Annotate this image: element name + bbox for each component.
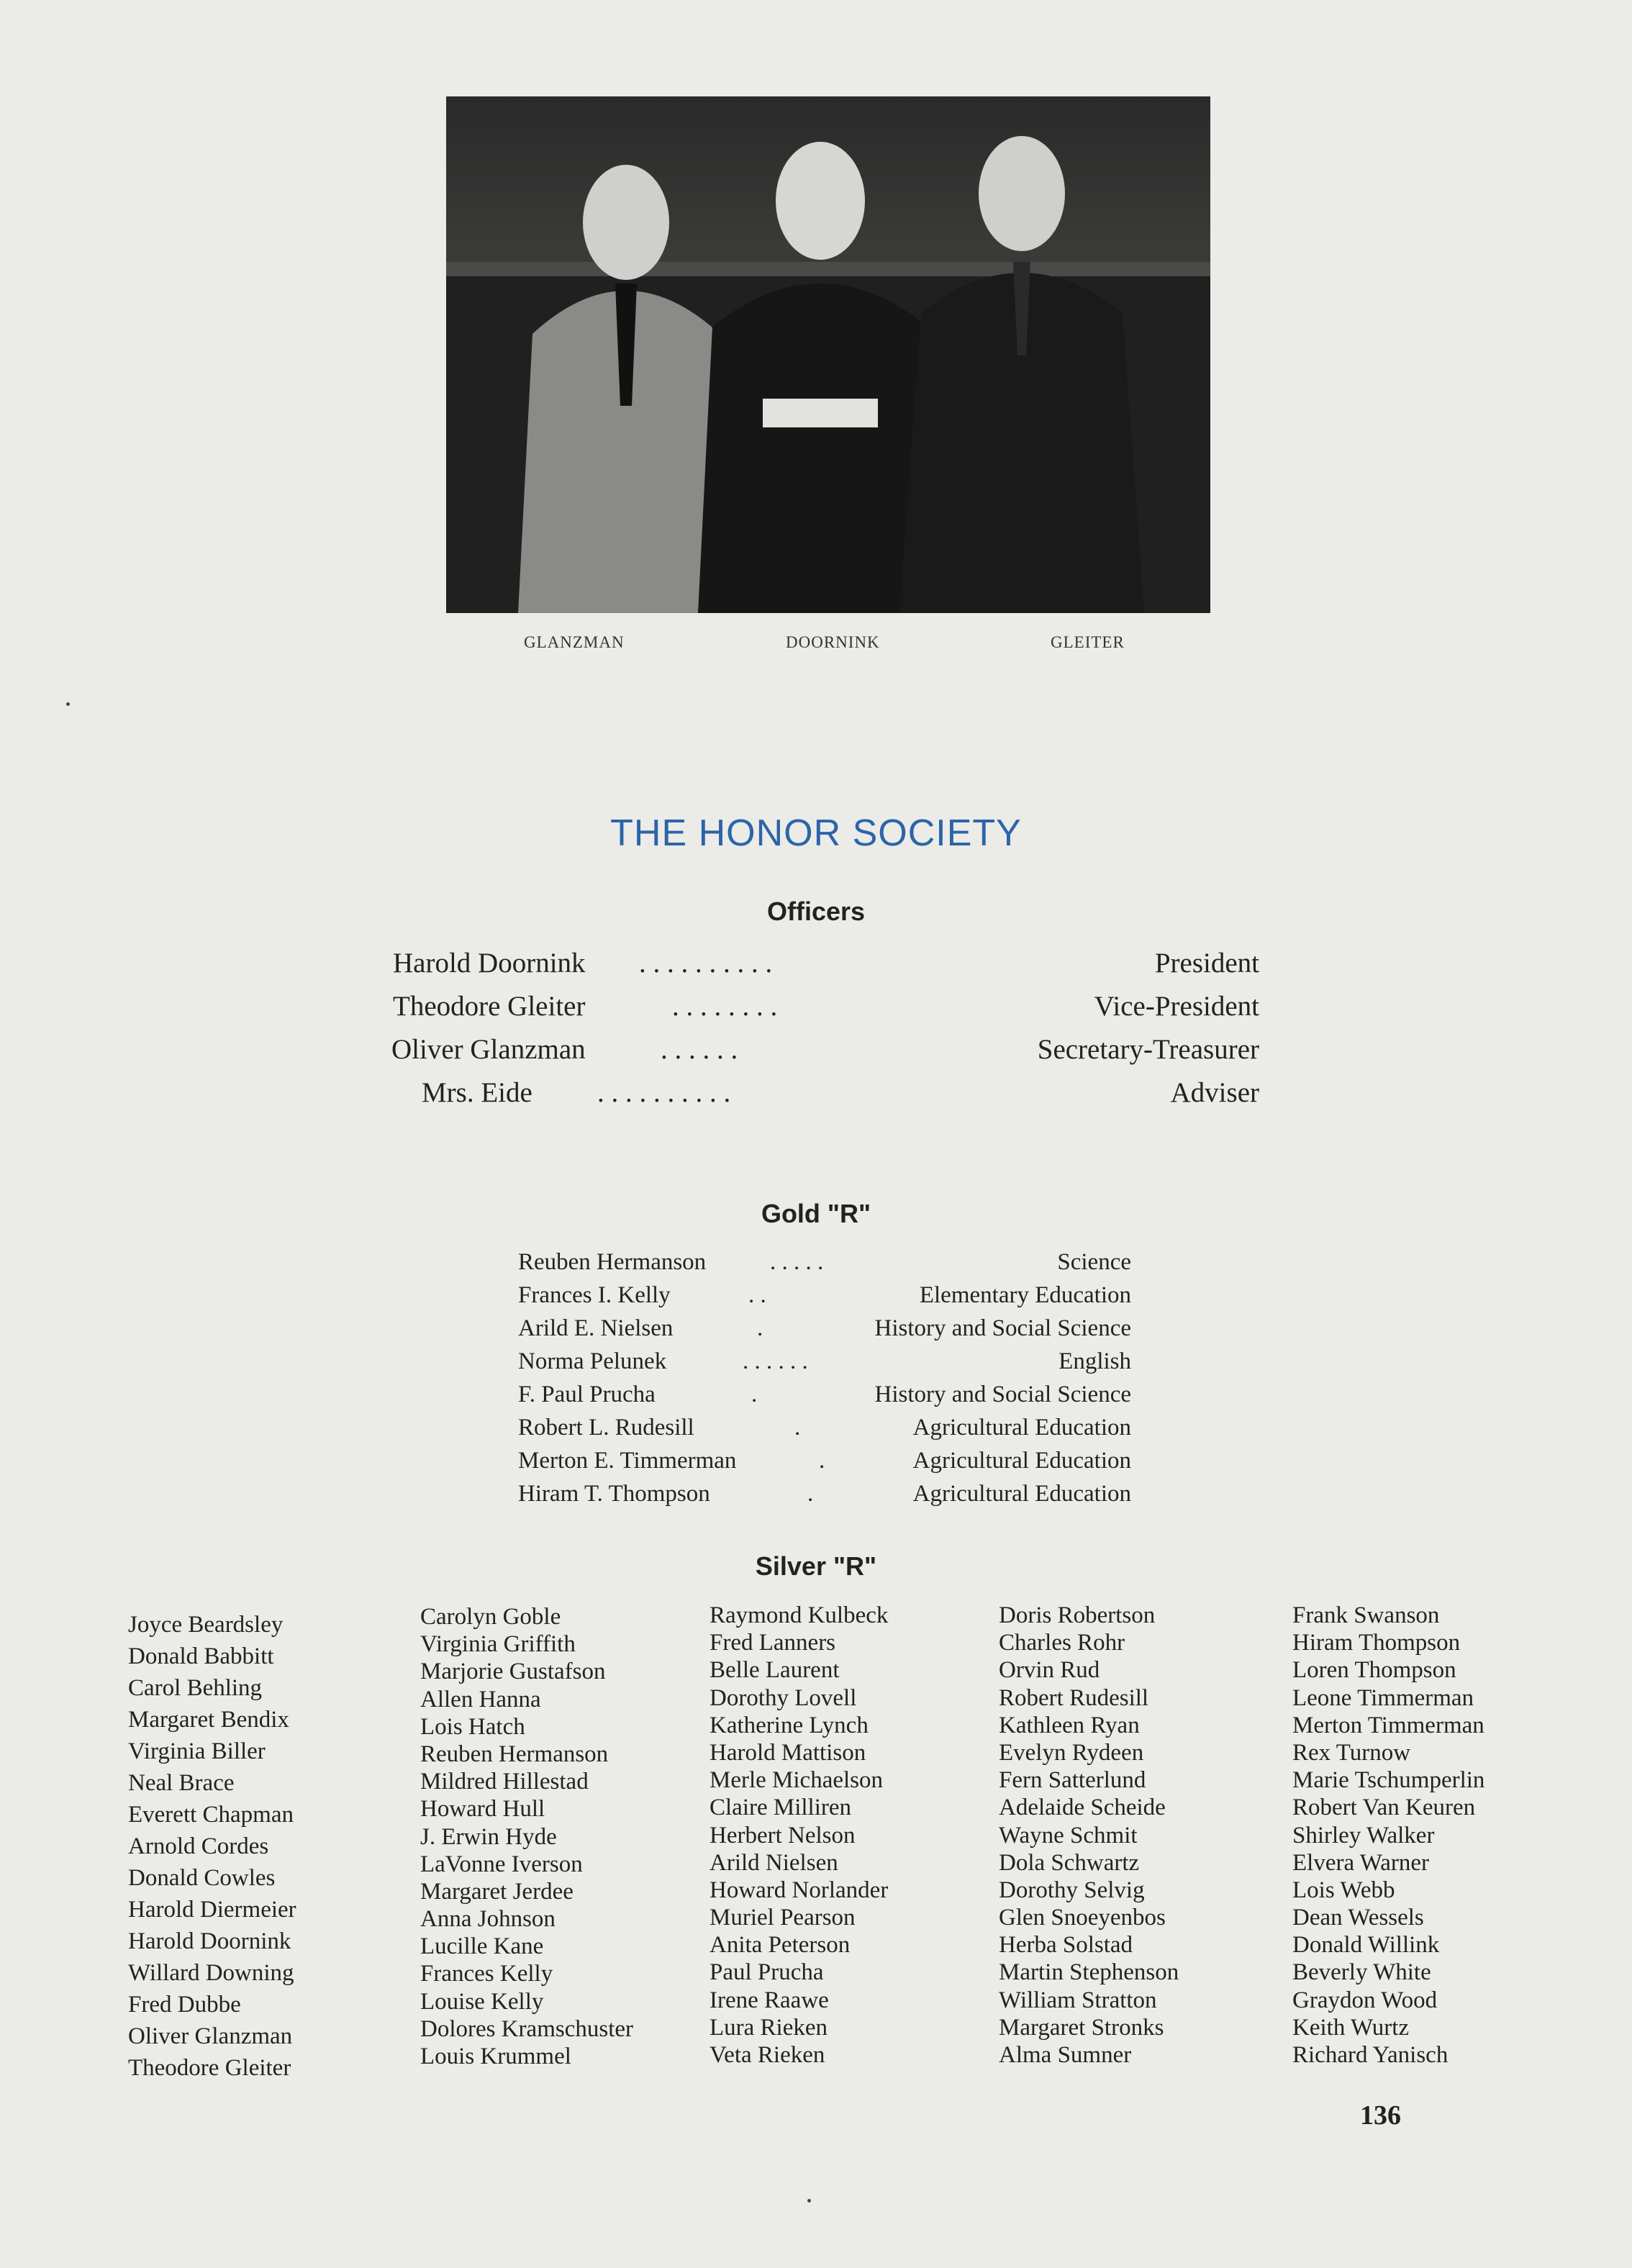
silver-member: Alma Sumner — [999, 2042, 1132, 2068]
officer-row — [381, 947, 1259, 987]
caption-glanzman: GLANZMAN — [524, 633, 625, 651]
gold-field: Agricultural Education — [912, 1448, 1131, 1474]
silver-member: Donald Babbitt — [128, 1643, 274, 1669]
gold-name: Robert L. Rudesill — [518, 1415, 694, 1441]
silver-member: Harold Doornink — [128, 1928, 291, 1954]
silver-column-5 — [1292, 1602, 1484, 2069]
silver-member: Merle Michaelson — [710, 1767, 884, 1794]
silver-member: Carolyn Goble — [420, 1604, 561, 1630]
silver-member: Orvin Rud — [999, 1657, 1100, 1684]
gold-field: History and Social Science — [874, 1315, 1131, 1341]
officer-row — [381, 990, 1259, 1030]
silver-member: Lucille Kane — [420, 1933, 544, 1960]
officer-role: Adviser — [1170, 1077, 1259, 1108]
gold-field: Science — [1057, 1249, 1131, 1275]
silver-member: Raymond Kulbeck — [710, 1602, 889, 1628]
silver-member: Mildred Hillestad — [420, 1769, 589, 1795]
silver-member: Paul Prucha — [710, 1959, 824, 1986]
scan-speck — [66, 702, 70, 706]
silver-member: Theodore Gleiter — [128, 2055, 291, 2081]
silver-member: Virginia Biller — [128, 1738, 266, 1764]
silver-member: Anita Peterson — [710, 1932, 851, 1959]
gold-heading: Gold "R" — [761, 1199, 871, 1228]
silver-member: Adelaide Scheide — [999, 1795, 1166, 1821]
gold-row — [518, 1315, 1131, 1348]
silver-member: Robert Van Keuren — [1292, 1795, 1476, 1821]
leader-dots: . . . . . . — [661, 1034, 738, 1065]
leader-dots: . . . . . . . . . . — [597, 1077, 731, 1108]
silver-member: Rex Turnow — [1292, 1739, 1411, 1766]
silver-member: Howard Norlander — [710, 1877, 889, 1903]
leader-dots: . . . . . — [770, 1249, 824, 1275]
silver-member: Merton Timmerman — [1292, 1712, 1484, 1738]
gold-field: Elementary Education — [919, 1282, 1131, 1308]
silver-member: William Stratton — [999, 1987, 1157, 2013]
silver-member: Belle Laurent — [710, 1657, 840, 1684]
silver-member: Irene Raawe — [710, 1987, 829, 2013]
leader-dots: . . . . . . . . — [672, 991, 778, 1022]
leader-dots: . — [751, 1382, 758, 1407]
silver-member: Oliver Glanzman — [128, 2023, 293, 2049]
officer-name: Oliver Glanzman — [391, 1034, 586, 1065]
officer-name: Harold Doornink — [393, 948, 586, 979]
silver-member: Arild Nielsen — [710, 1849, 838, 1876]
silver-member: Dorothy Selvig — [999, 1877, 1145, 1903]
leader-dots: . . — [748, 1282, 766, 1308]
gold-row — [518, 1448, 1131, 1481]
officer-role: Vice-President — [1094, 991, 1259, 1022]
silver-member: Martin Stephenson — [999, 1959, 1179, 1986]
leader-dots: . . . . . . — [743, 1348, 808, 1374]
leader-dots: . — [794, 1415, 801, 1441]
gold-row — [518, 1481, 1131, 1514]
silver-member: Herba Solstad — [999, 1932, 1133, 1959]
officers-heading: Officers — [766, 897, 866, 926]
leader-dots: . . . . . . . . . . — [639, 948, 773, 979]
silver-member: Graydon Wood — [1292, 1987, 1438, 2013]
silver-member: Margaret Jerdee — [420, 1878, 574, 1905]
leader-dots: . — [807, 1481, 814, 1507]
officer-row — [381, 1076, 1259, 1117]
caption-gleiter: GLEITER — [1051, 633, 1125, 651]
silver-member: Howard Hull — [420, 1796, 545, 1823]
silver-member: Dean Wessels — [1292, 1905, 1424, 1931]
silver-member: Fern Satterlund — [999, 1767, 1146, 1794]
silver-heading: Silver "R" — [755, 1551, 877, 1581]
silver-member: Harold Mattison — [710, 1739, 866, 1766]
silver-member: Lura Rieken — [710, 2014, 828, 2041]
leader-dots: . — [757, 1315, 763, 1341]
silver-member: Allen Hanna — [420, 1686, 541, 1713]
gold-name: Norma Pelunek — [518, 1348, 667, 1374]
silver-member: Beverly White — [1292, 1959, 1431, 1986]
silver-member: Evelyn Rydeen — [999, 1739, 1144, 1766]
silver-member: Louise Kelly — [420, 1988, 544, 2015]
silver-member: Lois Hatch — [420, 1713, 525, 1740]
gold-name: Frances I. Kelly — [518, 1282, 671, 1308]
silver-member: Charles Rohr — [999, 1630, 1125, 1656]
silver-member: Margaret Bendix — [128, 1707, 289, 1733]
silver-member: Hiram Thompson — [1292, 1630, 1461, 1656]
silver-member: Carol Behling — [128, 1675, 263, 1701]
gold-field: English — [1058, 1348, 1131, 1374]
gold-row — [518, 1249, 1131, 1282]
silver-member: Frances Kelly — [420, 1961, 553, 1987]
gold-name: F. Paul Prucha — [518, 1382, 656, 1407]
silver-member: Reuben Hermanson — [420, 1741, 609, 1767]
silver-member: Kathleen Ryan — [999, 1712, 1140, 1738]
gold-name: Hiram T. Thompson — [518, 1481, 710, 1507]
silver-column-3 — [710, 1602, 888, 2069]
silver-member: Veta Rieken — [710, 2042, 825, 2068]
silver-member: Keith Wurtz — [1292, 2014, 1410, 2041]
silver-member: Muriel Pearson — [710, 1905, 856, 1931]
gold-field: Agricultural Education — [912, 1415, 1131, 1441]
officer-role: President — [1154, 948, 1259, 979]
silver-member: LaVonne Iverson — [420, 1851, 583, 1877]
gold-name: Merton E. Timmerman — [518, 1448, 737, 1474]
page-number: 136 — [1360, 2100, 1401, 2131]
gold-row — [518, 1282, 1131, 1315]
silver-member: Marie Tschumperlin — [1292, 1767, 1485, 1794]
silver-column-1 — [128, 1609, 296, 2084]
silver-member: Marjorie Gustafson — [420, 1659, 606, 1685]
gold-row — [518, 1415, 1131, 1448]
silver-member: Fred Lanners — [710, 1630, 836, 1656]
silver-member: Dola Schwartz — [999, 1849, 1140, 1876]
officer-name: Mrs. Eide — [422, 1077, 532, 1108]
gold-field: Agricultural Education — [912, 1481, 1131, 1507]
silver-member: Neal Brace — [128, 1770, 235, 1796]
silver-member: Donald Cowles — [128, 1865, 276, 1891]
silver-member: Louis Krummel — [420, 2044, 571, 2069]
scan-speck — [807, 2199, 811, 2203]
silver-member: Virginia Griffith — [420, 1631, 576, 1658]
silver-member: Anna Johnson — [420, 1906, 556, 1933]
silver-member: Fred Dubbe — [128, 1992, 241, 2018]
officer-name: Theodore Gleiter — [393, 991, 586, 1022]
silver-member: Claire Milliren — [710, 1795, 852, 1821]
silver-member: Lois Webb — [1292, 1877, 1395, 1903]
silver-member: Robert Rudesill — [999, 1684, 1149, 1711]
silver-member: Elvera Warner — [1292, 1849, 1430, 1876]
gold-name: Reuben Hermanson — [518, 1249, 707, 1275]
gold-field: History and Social Science — [874, 1382, 1131, 1407]
silver-member: Margaret Stronks — [999, 2014, 1164, 2041]
silver-member: Frank Swanson — [1292, 1602, 1440, 1628]
silver-member: Donald Willink — [1292, 1932, 1440, 1959]
silver-member: Dorothy Lovell — [710, 1684, 857, 1711]
silver-member: J. Erwin Hyde — [420, 1823, 557, 1850]
silver-member: Herbert Nelson — [710, 1822, 856, 1849]
silver-member: Loren Thompson — [1292, 1657, 1456, 1684]
silver-member: Doris Robertson — [999, 1602, 1156, 1628]
leader-dots: . — [819, 1448, 825, 1474]
silver-member: Dolores Kramschuster — [420, 2015, 634, 2042]
silver-member: Joyce Beardsley — [128, 1612, 284, 1638]
caption-doornink: DOORNINK — [786, 633, 880, 651]
silver-member: Everett Chapman — [128, 1802, 294, 1828]
gold-row — [518, 1348, 1131, 1382]
officer-role: Secretary-Treasurer — [1037, 1034, 1259, 1065]
silver-member: Katherine Lynch — [710, 1712, 869, 1738]
silver-member: Shirley Walker — [1292, 1822, 1435, 1849]
gold-name: Arild E. Nielsen — [518, 1315, 674, 1341]
group-photo — [446, 96, 1210, 613]
silver-member: Richard Yanisch — [1292, 2042, 1449, 2068]
silver-member: Willard Downing — [128, 1960, 294, 1986]
silver-column-2 — [420, 1603, 633, 2070]
silver-column-4 — [999, 1602, 1179, 2069]
silver-member: Leone Timmerman — [1292, 1684, 1474, 1711]
silver-member: Wayne Schmit — [999, 1822, 1138, 1849]
page-title: THE HONOR SOCIETY — [610, 812, 1022, 854]
gold-row — [518, 1382, 1131, 1415]
silver-member: Glen Snoeyenbos — [999, 1905, 1166, 1931]
officer-row — [381, 1033, 1259, 1074]
silver-member: Harold Diermeier — [128, 1897, 296, 1923]
silver-member: Arnold Cordes — [128, 1833, 269, 1859]
